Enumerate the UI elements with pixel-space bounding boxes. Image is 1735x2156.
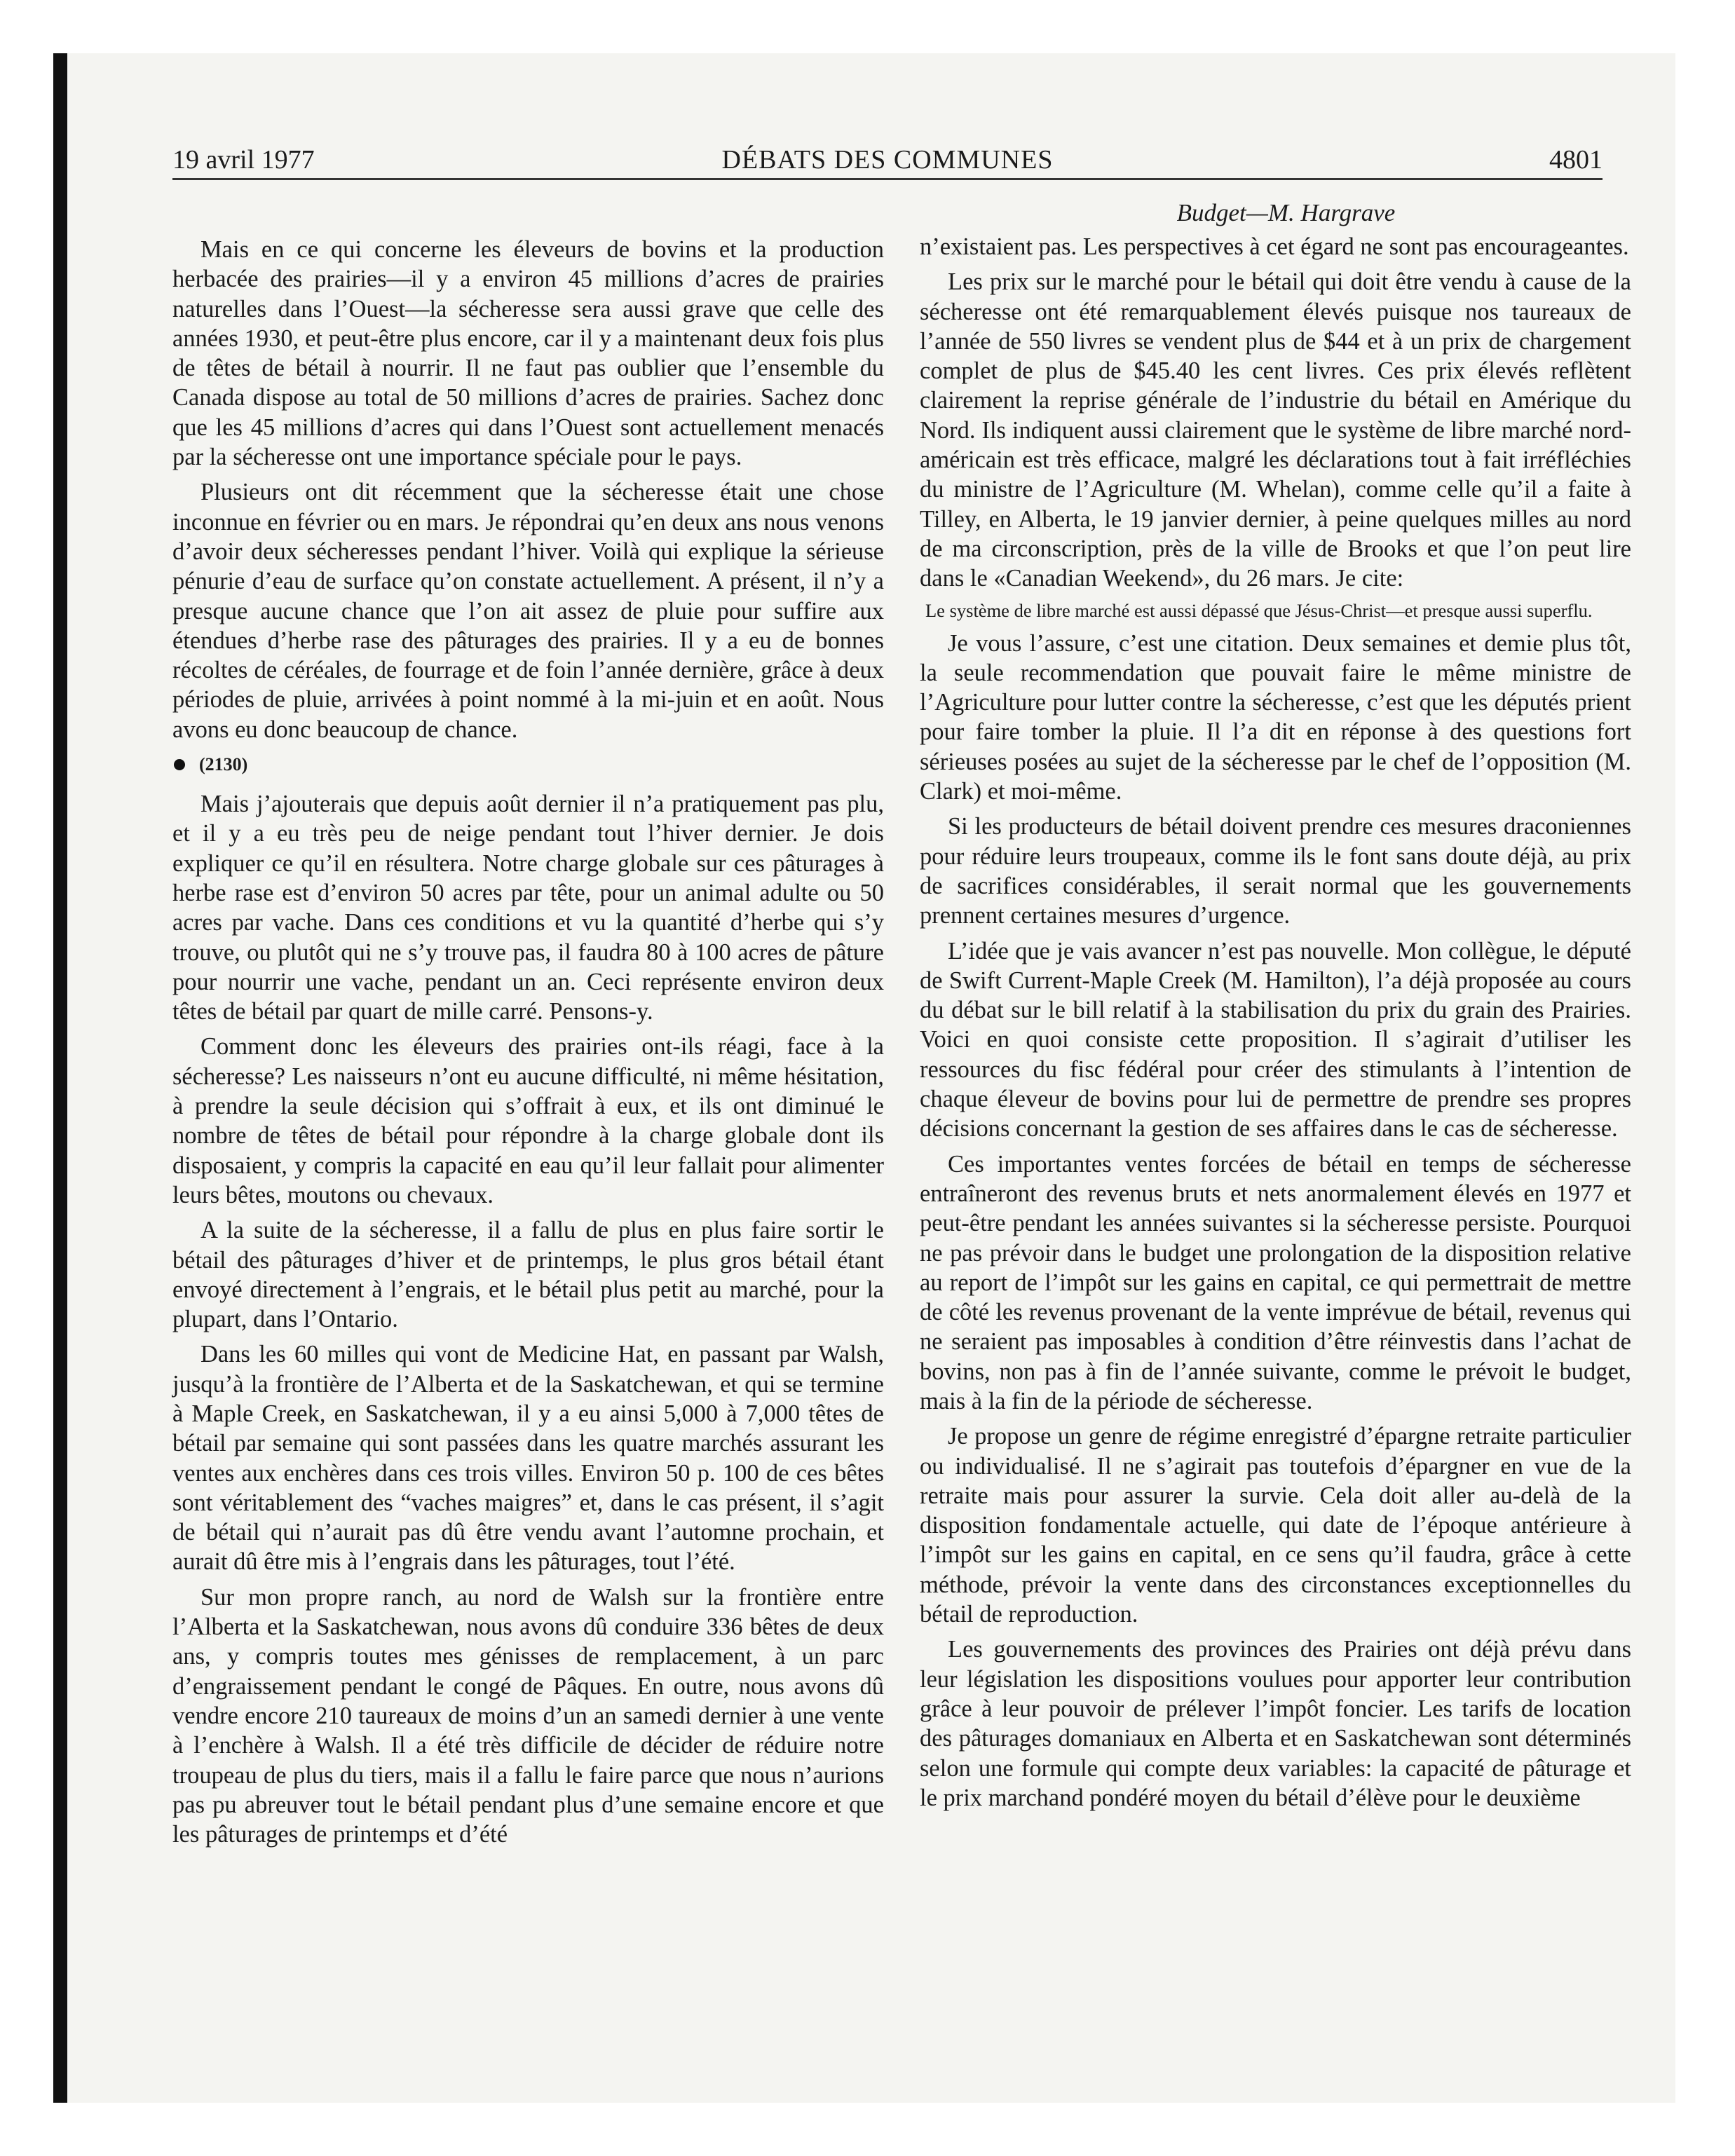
scan-edge bbox=[53, 53, 67, 2103]
paragraph: Si les producteurs de bétail doivent prendre ces mesures draconiennes pour réduire leurs troupeaux, comme ils le font sans doute déjà, au prix de sacrifices considérables, il serait normal que les gouvernements prennent certaines mesures d’urgence. bbox=[920, 813, 1631, 929]
timestamp-text: (2130) bbox=[199, 754, 248, 775]
page-number: 4801 bbox=[1549, 145, 1603, 175]
timestamp-marker bbox=[172, 750, 884, 779]
paragraph: Mais en ce qui concerne les éleveurs de bovins et la production herbacée des prairies—il y a environ 45 millions d’acres de prairies naturelles dans l’Ouest—la sécheresse sera aussi grave que celle des années 1930, et peut-être plus encore, car il y a maintenant deux fois plus de têtes de bétail à nourrir. Il ne faut pas oublier que l’ensemble du Canada dispose au total de 50 millions d’acres de prairies. Sachez donc que les 45 millions d’acres qui dans l’Ouest sont actuellement menacés par la sécheresse ont une importance spéciale pour le pays. bbox=[172, 236, 884, 471]
paragraph: Comment donc les éleveurs des prairies ont-ils réagi, face à la sécheresse? Les naisseurs n’ont eu aucune difficulté, ni même hésitation, à prendre la seule décision qui s’offrait à eux, et ils ont diminué le nombre de têtes de bétail pour répondre à la charge globale dont ils disposaient, y compris la capacité en eau qu’il leur fallait pour alimenter leurs bêtes, moutons ou chevaux. bbox=[172, 1033, 884, 1208]
paragraph: L’idée que je vais avancer n’est pas nouvelle. Mon collègue, le député de Swift Current-Maple Creek (M. Hamilton), l’a déjà proposée au cours du débat sur le bill relatif à la stabilisation du prix du grain des Prairies. Voici en quoi consiste cette proposition. Il s’agirait d’utiliser les ressources du fisc fédéral pour créer des stimulants à l’intention de chaque éleveur de bovins pour lui de permettre de prendre ses propres décisions concernant la gestion de ses affaires dans le cas de sécheresse. bbox=[920, 937, 1631, 1142]
paragraph: Dans les 60 milles qui vont de Medicine Hat, en passant par Walsh, jusqu’à la frontière de l’Alberta et de la Saskatchewan, et qui se termine à Maple Creek, en Saskatchewan, il y a eu ainsi 5,000 à 7,000 têtes de bétail par semaine qui sont passées dans les quatre marchés assurant les ventes aux enchères dans ces trois villes. Environ 50 p. 100 de ces bêtes sont véritablement des “vaches maigres” et, dans le cas présent, il s’agit de bétail qui n’aurait pas dû être vendu avant l’automne prochain, et aurait dû être mis à l’engrais dans les pâturages, tout l’été. bbox=[172, 1341, 884, 1576]
paragraph: Plusieurs ont dit récemment que la sécheresse était une chose inconnue en février ou en mars. Je répondrai qu’en deux ans nous venons d’avoir deux sécheresses pendant l’hiver. Voilà qui explique la sérieuse pénurie d’eau de surface qu’on constate actuellement. A présent, il n’y a presque aucune chance que l’on ait assez de pluie pour suffire aux étendues d’herbe rase des pâturages des prairies. Il y a eu de bonnes récoltes de céréales, de fourrage et de foin l’année dernière, grâce à deux périodes de pluie, arrivées à point nommé à la mi-juin et en août. Nous avons eu donc beaucoup de chance. bbox=[172, 479, 884, 743]
right-column bbox=[920, 198, 1631, 1818]
header-date: 19 avril 1977 bbox=[172, 145, 315, 175]
paragraph: n’existaient pas. Les perspectives à cet égard ne sont pas encourageantes. bbox=[920, 233, 1629, 260]
paragraph: Ces importantes ventes forcées de bétail en temps de sécheresse entraîneront des revenus bruts et nets anormalement élevés en 1977 et peut-être pendant les années suivantes si la sécheresse persiste. Pourquoi ne pas prévoir dans le budget une prolongation de la disposition relative au report de l’impôt sur les gains en capital, ce qui permettrait de mettre de côté les revenus provenant de la vente imprévue de bétail, revenus qui ne seraient pas imposables à condition d’être réinvestis dans l’achat de bovins, non pas à fin de l’année suivante, comme le prévoit le budget, mais à la fin de la période de sécheresse. bbox=[920, 1150, 1631, 1414]
left-column bbox=[172, 235, 884, 1855]
bullet-icon bbox=[174, 759, 185, 770]
page-header bbox=[172, 140, 1603, 180]
paragraph: Mais j’ajouterais que depuis août dernier il n’a pratiquement pas plu, et il y a eu très peu de neige pendant tout l’hiver dernier. Je dois expliquer ce qu’il en résultera. Notre charge globale sur ces pâturages à herbe rase est d’environ 50 acres par tête, pour un animal adulte ou 50 acres par vache. Dans ces conditions et vu la quantité d’herbe qui s’y trouve, ou plutôt qui ne s’y trouve pas, il faudra 80 à 100 acres de pâture pour nourrir une vache, pendant un an. Ceci représente environ deux têtes de bétail par quart de mille carré. Pensons-y. bbox=[172, 791, 884, 1025]
header-title: DÉBATS DES COMMUNES bbox=[721, 145, 1054, 175]
running-head: Budget—M. Hargrave bbox=[1176, 199, 1396, 226]
paragraph: A la suite de la sécheresse, il a fallu de plus en plus faire sortir le bétail des pâturages d’hiver et de printemps, le plus gros bétail étant envoyé directement à l’engrais, et le bétail plus petit au marché, pour la plupart, dans l’Ontario. bbox=[172, 1217, 884, 1333]
paragraph: Sur mon propre ranch, au nord de Walsh sur la frontière entre l’Alberta et la Saskatchewan, nous avons dû conduire 336 bêtes de deux ans, y compris toutes mes génisses de remplacement, à un parc d’engraissement pendant le congé de Pâques. En outre, nous avons dû vendre encore 210 taureaux de moins d’un an samedi dernier à une vente à l’enchère à Walsh. Il a été très difficile de décider de réduire notre troupeau de plus du tiers, mais il a fallu le faire parce que nous n’aurions pas pu abreuver tout le bétail pendant plus d’une semaine encore et que les pâturages de printemps et d’été bbox=[172, 1583, 884, 1848]
paragraph: Les gouvernements des provinces des Prairies ont déjà prévu dans leur législation les dispositions voulues pour apporter leur contribution grâce à leur pouvoir de prélever l’impôt foncier. Les tarifs de location des pâturages domaniaux en Alberta et en Saskatchewan sont déterminés selon une formule qui compte deux variables: la capacité de pâturage et le prix marchand pondéré moyen du bétail d’élève pour le deuxième bbox=[920, 1636, 1631, 1811]
paragraph: Je propose un genre de régime enregistré d’épargne retraite particulier ou individualisé. Il ne s’agirait pas toutefois d’épargner en vue de la retraite mais pour assurer la survie. Cela doit aller au-delà de la disposition fondamentale actuelle, qui date de l’époque antérieure à l’impôt sur les gains en capital, en ce sens qu’il faudra, grâce à cette méthode, prévoir la vente dans des circonstances exceptionnelles du bétail de reproduction. bbox=[920, 1423, 1631, 1628]
paragraph: Les prix sur le marché pour le bétail qui doit être vendu à cause de la sécheresse ont été remarquablement élevés puisque nos taureaux de l’année de 550 livres se vendent plus de $44 et à un prix de chargement complet de plus de $45.40 les cent livres. Ces prix élevés reflètent clairement la reprise générale de l’industrie du bétail en Amérique du Nord. Ils indiquent aussi clairement que le système de libre marché nord-américain est très efficace, malgré les déclarations tout à fait irréfléchies du ministre de l’Agriculture (M. Whelan), comme celle qu’il a faite à Tilley, en Alberta, le 19 janvier dernier, à peine quelques milles au nord de ma circonscription, près de la ville de Brooks et que l’on peut lire dans le «Canadian Weekend», du 26 mars. Je cite: bbox=[920, 268, 1631, 592]
block-quote: Le système de libre marché est aussi dépassé que Jésus-Christ—et presque aussi superflu. bbox=[925, 599, 1593, 621]
paragraph: Je vous l’assure, c’est une citation. Deux semaines et demie plus tôt, la seule recommendation que pouvait faire le même ministre de l’Agriculture pour lutter contre la sécheresse, c’est que les députés prient pour faire tomber la pluie. Il l’a dit en réponse à des questions fort sérieuses posées au sujet de la sécheresse par le chef de l’opposition (M. Clark) et moi-même. bbox=[920, 629, 1631, 805]
